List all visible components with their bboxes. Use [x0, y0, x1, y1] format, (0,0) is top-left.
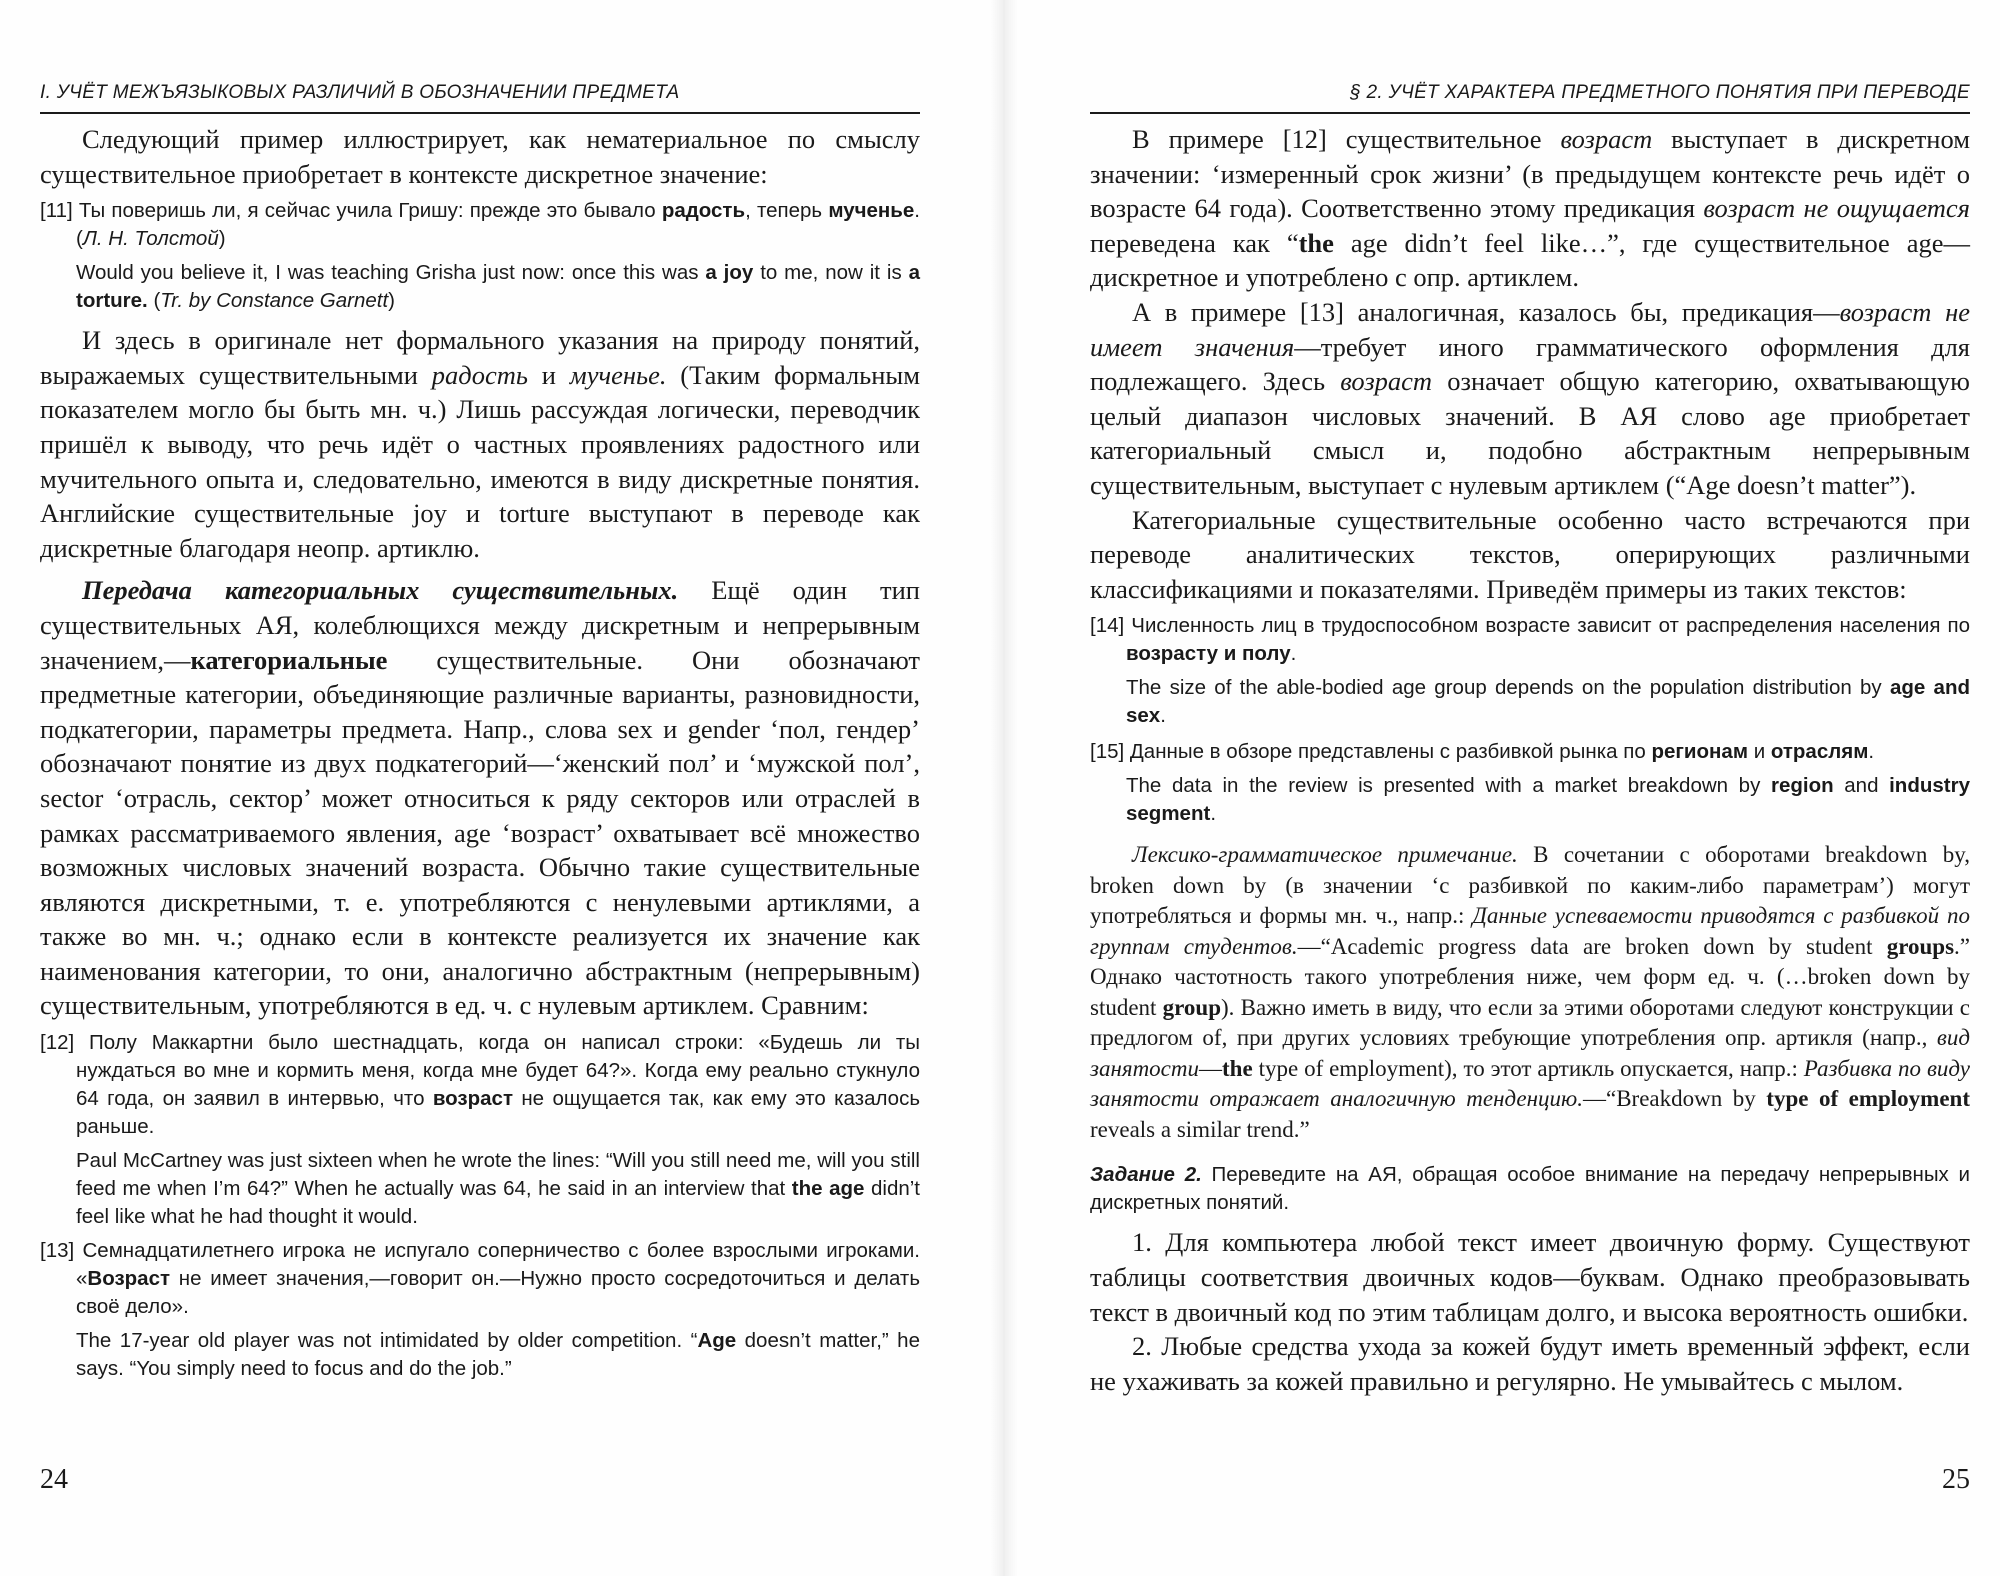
- example-15-english: [1090, 772, 1970, 828]
- text-run: переведена как “: [1090, 227, 1299, 258]
- text-run: type of employment), то этот артикль опускается, напр.:: [1252, 1055, 1804, 1081]
- text-run: The data in the review is presented with a market breakdown by: [1126, 774, 1771, 798]
- text-run: Ты поверишь ли, я сейчас учила Гришу: прежде это бывало: [78, 199, 662, 223]
- text-run: Would you believe it, I was teaching Grisha just now: once this was: [76, 261, 706, 285]
- example-12-english: [40, 1147, 920, 1231]
- task-text: Переведите на АЯ, обращая особое внимание на передачу непрерывных и дискретных понятий.: [1090, 1163, 1971, 1215]
- bold-run: type of employment: [1766, 1086, 1970, 1112]
- bold-run: group: [1162, 994, 1222, 1020]
- example-14-russian: [1090, 612, 1970, 668]
- right-paragraph-3: Категориальные существительные особенно часто встречаются при переводе аналитических текстов, оперирующих различными классификациями и показателями. Приведём примеры из таких текстов:: [1090, 504, 1970, 604]
- task-item-1: 1. Для компьютера любой текст имеет двоичную форму. Существуют таблицы соответствия двоичных кодов—буквам. Однако преобразовывать текст в двоичный код по этим таблицам долго, и высока вероятность ошибки.: [1090, 1227, 1970, 1327]
- left-page: [40, 0, 920, 1576]
- lexico-grammatical-note: [1090, 840, 1970, 1145]
- right-page-number: 25: [1942, 1464, 1970, 1495]
- example-11: [40, 197, 920, 315]
- text-run: .” Однако частотность такого употребления ниже, чем форм ед. ч. (…broken down by student: [1090, 933, 1970, 1020]
- text-run: А в примере [13] аналогичная, казалось бы, предикация—: [1132, 296, 1840, 327]
- text-run: означает общую категорию, охватывающую целый диапазон числовых значений. В АЯ слово age приобретает категориальный смысл и, подобно абстрактным непрерывным существительным, выступает с нулевым артиклем (“Age doesn’t matter”).: [1090, 366, 1970, 500]
- task-item-2: 2. Любые средства ухода за кожей будут иметь временный эффект, если не ухаживать за кожей правильно и регулярно. Не умывайтесь с мылом.: [1090, 1331, 1970, 1396]
- task-2: [1090, 1161, 1970, 1217]
- source-author: Л. Н. Толстой: [82, 227, 219, 251]
- italic-run: возраст не имеет значения: [1090, 296, 1970, 362]
- example-12-russian: [40, 1029, 920, 1141]
- bold-run: groups: [1886, 933, 1955, 959]
- italic-run: возраст: [1560, 124, 1653, 154]
- text-run: не имеет значения,—говорит он.—Нужно просто сосредоточиться и делать своё дело».: [76, 1267, 920, 1319]
- left-header-rule: [40, 112, 920, 114]
- text-run: существительные. Они обозначают предметные категории, объединяющие различные варианты, разновидности, подкатегории, параметры предмета. Напр., слова sex и gender ‘пол, гендер’ обозначают понятие из двух подкатегорий—‘женский пол’ и ‘мужской пол’, sector ‘отрасль, сектор’ может относиться к ряду секторов или отраслей в рамках рассматриваемого явления, age ‘возраст’ охватывает всё множество возможных числовых значений возраста. Обычно такие существительные являются дискретными, т. е. употребляются с ненулевыми артиклями, а также во мн. ч.; однако если в контексте реализуется их значение как наименования категории, то они, аналогично абстрактным (непрерывным) существительным, употребляются в ед. ч. с нулевым артиклем. Сравним:: [40, 644, 920, 1021]
- text-run: to me, now it is: [753, 261, 909, 285]
- italic-run: возраст не ощущается: [1703, 193, 1970, 224]
- bold-term: категориальные: [190, 644, 388, 675]
- text-run: —“Breakdown by: [1583, 1086, 1767, 1112]
- bold-run: age and sex: [1126, 676, 1970, 728]
- text-run: and: [1833, 774, 1890, 798]
- bold-run: Возраст: [87, 1267, 171, 1291]
- right-paragraph-1: [1090, 122, 1970, 295]
- right-paragraph-2: [1090, 295, 1970, 503]
- text-run: Численность лиц в трудоспособном возрасте зависит от распределения населения по: [1131, 614, 1970, 638]
- bold-run: a torture.: [76, 261, 920, 313]
- example-12: [40, 1029, 920, 1231]
- bold-run: возрасту и полу: [1126, 642, 1291, 666]
- text-run: и: [527, 359, 570, 390]
- left-paragraph-3: [40, 573, 920, 1023]
- text-run: (: [147, 289, 161, 313]
- note-lead: Лексико-грамматическое примечание.: [1132, 842, 1518, 868]
- text-run: reveals a similar trend.”: [1090, 1116, 1310, 1142]
- left-running-head: I. УЧЁТ МЕЖЪЯЗЫКОВЫХ РАЗЛИЧИЙ В ОБОЗНАЧЕНИИ ПРЕДМЕТА: [40, 82, 680, 103]
- text-run: —“Academic progress data are broken down by student: [1297, 933, 1887, 959]
- italic-run: мученье.: [569, 359, 667, 390]
- example-number: [13]: [40, 1239, 75, 1263]
- example-number: [12]: [40, 1031, 75, 1055]
- italic-run: радость: [431, 359, 528, 390]
- right-page: [1090, 0, 1970, 1576]
- text-run: The size of the able-bodied age group depends on the population distribution by: [1126, 676, 1890, 700]
- text-run: —требует иного грамматического оформления для подлежащего. Здесь: [1090, 331, 1970, 397]
- text-run: . (: [76, 199, 920, 251]
- bold-run: Age: [697, 1329, 737, 1353]
- example-11-english: [40, 259, 920, 315]
- text-run: выступает в дискретном значении: ‘измеренный срок жизни’ (в предыдущем контексте речь идёт о возрасте 64 года). Соответственно этому предикация: [1090, 124, 1970, 224]
- text-run: не ощущается так, как ему это казалось раньше.: [76, 1087, 920, 1139]
- bold-run: регионам: [1651, 740, 1749, 764]
- book-gutter: [990, 0, 1018, 1576]
- text-run: The 17-year old player was not intimidated by older competition. “: [76, 1329, 698, 1353]
- right-page-body: [1090, 122, 1970, 1398]
- text-run: Полу Маккартни было шестнадцать, когда он написал строки: «Будешь ли ты нуждаться во мне и кормить меня, когда мне будет 64?». Когда ему реально стукнуло 64 года, он заявил в интервью, что: [76, 1031, 920, 1111]
- text-run: —: [1199, 1055, 1223, 1081]
- bold-run: industry segment: [1126, 774, 1970, 826]
- example-number: [14]: [1090, 614, 1125, 638]
- bold-run: the age: [791, 1177, 865, 1201]
- task-label: Задание 2.: [1090, 1163, 1202, 1187]
- text-run: ). Важно иметь в виду, что если за этими оборотами следуют конструкции с предлогом of, при других условиях требующие употребления опр. артикля (напр.,: [1090, 994, 1970, 1051]
- text-run: ): [218, 227, 226, 251]
- text-run: Данные в обзоре представлены с разбивкой рынка по: [1129, 740, 1652, 764]
- left-page-number: 24: [40, 1464, 68, 1495]
- bold-run: the: [1298, 227, 1334, 258]
- example-15-russian: [1090, 738, 1970, 766]
- text-run: Ещё один тип существительных АЯ, колеблющихся между дискретным и непрерывным значением,—: [40, 575, 920, 675]
- left-page-body: [40, 122, 920, 1383]
- example-14-english: [1090, 674, 1970, 730]
- example-13-russian: [40, 1237, 920, 1321]
- source-translator: Tr. by Constance Garnett: [160, 289, 389, 313]
- example-13: [40, 1237, 920, 1383]
- text-run: ): [388, 289, 395, 313]
- left-paragraph-1: Следующий пример иллюстрирует, как нематериальное по смыслу существительное приобретает в контексте дискретное значение:: [40, 124, 920, 189]
- italic-run: Данные успеваемости приводятся с разбивкой по группам студентов.: [1090, 903, 1970, 959]
- text-run: В примере [12] существительное: [1132, 124, 1561, 154]
- italic-run: возраст: [1340, 366, 1433, 397]
- left-paragraph-2: [40, 323, 920, 565]
- bold-run: the: [1222, 1055, 1253, 1081]
- example-number: [15]: [1090, 740, 1125, 764]
- text-run: .: [1290, 642, 1297, 666]
- bold-run: радость: [661, 199, 746, 223]
- right-header-rule: [1090, 112, 1970, 114]
- example-11-russian: [40, 197, 920, 253]
- right-running-head: § 2. УЧЁТ ХАРАКТЕРА ПРЕДМЕТНОГО ПОНЯТИЯ ПРИ ПЕРЕВОДЕ: [1350, 82, 1970, 103]
- example-13-english: [40, 1327, 920, 1383]
- section-run-in-heading: Передача категориальных существительных.: [82, 575, 679, 606]
- text-run: И здесь в оригинале нет формального указания на природу понятий, выражаемых существительными: [40, 325, 920, 390]
- text-run: doesn’t matter,” he says. “You simply need to focus and do the job.”: [76, 1329, 920, 1381]
- text-run: В сочетании с оборотами breakdown by, broken down by (в значении ‘с разбивкой по каким-либо параметрам’) могут употребляться и формы мн. ч., напр.:: [1090, 842, 1970, 929]
- text-run: didn’t feel like what he had thought it would.: [76, 1177, 920, 1229]
- bold-run: возраст: [432, 1087, 513, 1111]
- text-run: (Таким формальным показателем могло бы быть мн. ч.) Лишь рассуждая логически, переводчик пришёл к выводу, что речь идёт о частных проявлениях радостного или мучительного опыта и, следовательно, имеются в виду дискретные понятия. Английские существительные joy и torture выступают в переводе как дискретные благодаря неопр. артиклю.: [40, 359, 921, 563]
- text-run: age didn’t feel like…”, где существительное age—дискретное и употреблено с опр. артиклем.: [1090, 227, 1970, 293]
- italic-run: Разбивка по виду занятости отражает аналогичную тенденцию.: [1090, 1055, 1970, 1112]
- text-run: .: [1868, 740, 1875, 764]
- text-run: Семнадцатилетнего игрока не испугало соперничество с более взрослыми игроками. «: [76, 1239, 920, 1291]
- text-run: .: [1210, 802, 1217, 826]
- example-14: [1090, 612, 1970, 730]
- example-15: [1090, 738, 1970, 828]
- text-run: и: [1748, 740, 1771, 764]
- text-run: , теперь: [745, 199, 829, 223]
- bold-run: мученье: [828, 199, 915, 223]
- bold-run: a joy: [705, 261, 754, 285]
- italic-run: вид занятости: [1090, 1025, 1970, 1081]
- text-run: Paul McCartney was just sixteen when he wrote the lines: “Will you still need me, will you still feed me when I’m 64?” When he actually was 64, he said in an interview that: [76, 1149, 920, 1201]
- bold-run: отраслям: [1770, 740, 1869, 764]
- example-number: [11]: [40, 199, 73, 223]
- bold-run: region: [1770, 774, 1834, 798]
- text-run: .: [1160, 704, 1166, 728]
